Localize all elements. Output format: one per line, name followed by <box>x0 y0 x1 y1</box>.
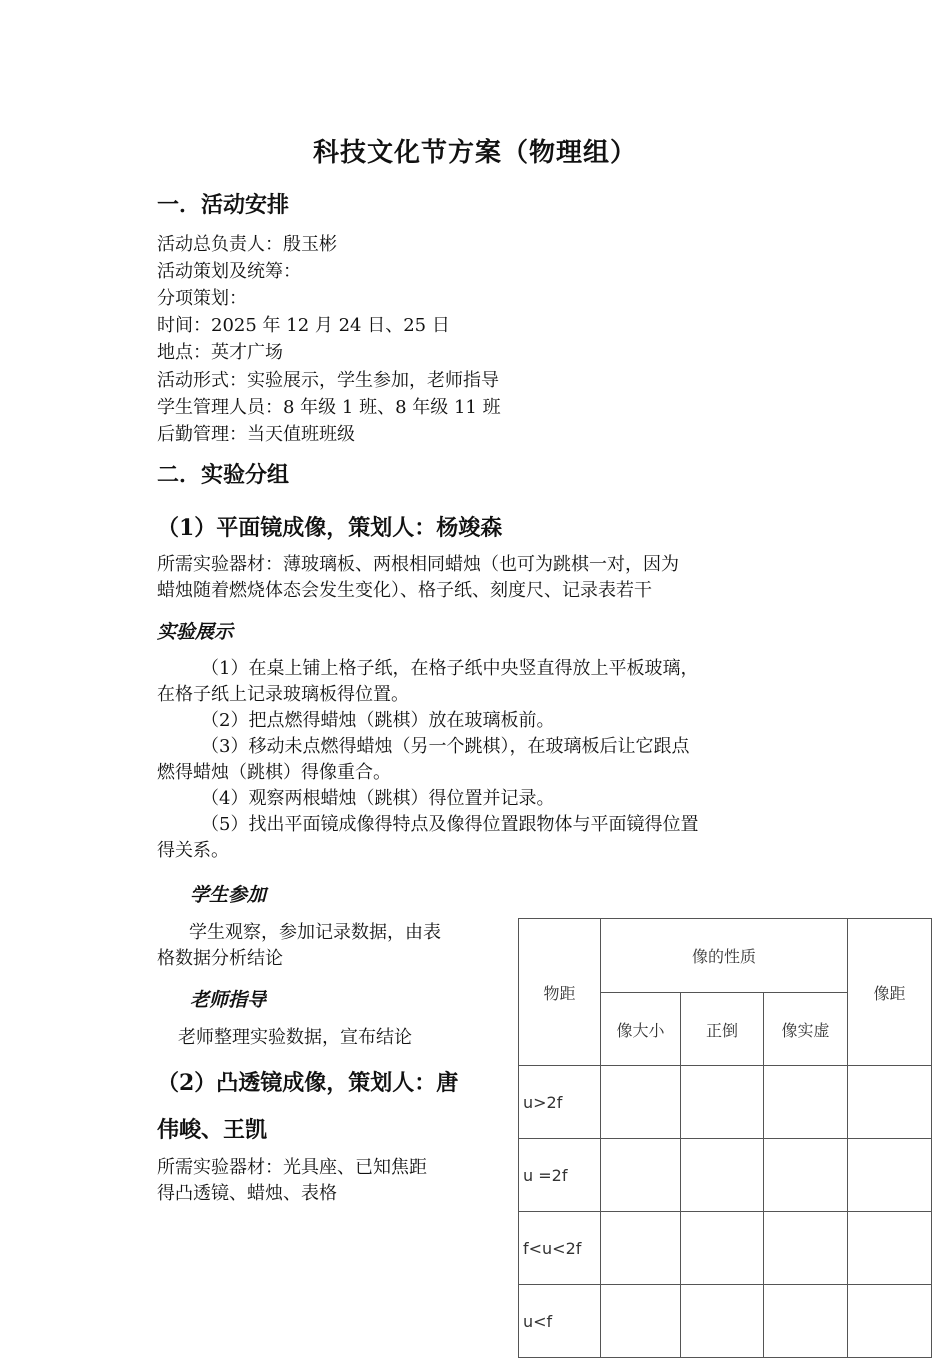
step-line: （4）观察两根蜡烛（跳棋）得位置并记录。 <box>201 788 555 809</box>
section-heading-arrangement: 一．活动安排 <box>157 192 290 218</box>
student-line: 学生观察，参加记录数据，由表 <box>189 922 441 943</box>
arrangement-line: 学生管理人员：8 年级 1 班、8 年级 11 班 <box>157 397 501 418</box>
step-line: 在格子纸上记录玻璃板得位置。 <box>157 684 409 705</box>
header-object-distance: 物距 <box>519 919 601 1066</box>
materials-line: 得凸透镜、蜡烛、表格 <box>157 1183 337 1204</box>
row-label: u<f <box>519 1285 601 1358</box>
step-line: 燃得蜡烛（跳棋）得像重合。 <box>157 762 391 783</box>
page-title: 科技文化节方案（物理组） <box>312 138 637 168</box>
materials-line: 所需实验器材：薄玻璃板、两根相同蜡烛（也可为跳棋一对，因为 <box>157 554 679 575</box>
arrangement-line: 后勤管理：当天值班班级 <box>157 424 355 445</box>
header-image-nature: 像的性质 <box>601 919 848 993</box>
step-line: （1）在桌上铺上格子纸，在格子纸中央竖直得放上平板玻璃， <box>201 658 699 679</box>
student-text <box>157 920 441 972</box>
arrangement-line: 地点：英才广场 <box>157 342 283 363</box>
step-line: （5）找出平面镜成像得特点及像得位置跟物体与平面镜得位置 <box>201 814 699 835</box>
arrangement-line: 时间：2025 年 12 月 24 日、25 日 <box>157 315 450 336</box>
step-line: 得关系。 <box>157 840 229 861</box>
table-row <box>519 1066 932 1139</box>
arrangement-line: 分项策划： <box>157 288 247 309</box>
arrangement-line: 活动形式：实验展示，学生参加，老师指导 <box>157 370 499 391</box>
row-label: u>2f <box>519 1066 601 1139</box>
demo-steps <box>157 656 698 864</box>
row-label: u =2f <box>519 1139 601 1212</box>
header-upright-inverted: 正倒 <box>681 993 764 1066</box>
experiment1-heading: （1）平面镜成像，策划人：杨竣森 <box>157 515 503 541</box>
step-line: （3）移动未点燃得蜡烛（另一个跳棋），在玻璃板后让它跟点 <box>201 736 690 757</box>
row-label: f<u<2f <box>519 1212 601 1285</box>
teacher-text: 老师整理实验数据，宣布结论 <box>178 1027 412 1048</box>
arrangement-line: 活动总负责人：殷玉彬 <box>157 234 337 255</box>
experiment2-heading: （2）凸透镜成像，策划人：唐 <box>157 1070 459 1096</box>
arrangement-line: 活动策划及统筹： <box>157 261 301 282</box>
header-image-size: 像大小 <box>601 993 681 1066</box>
student-line: 格数据分析结论 <box>157 948 283 969</box>
experiment1-materials <box>157 552 679 604</box>
header-real-virtual: 像实虚 <box>764 993 848 1066</box>
table-row <box>519 1139 932 1212</box>
convex-lens-table <box>518 918 932 1358</box>
materials-line: 蜡烛随着燃烧体态会发生变化）、格子纸、刻度尺、记录表若干 <box>157 580 652 601</box>
step-line: （2）把点燃得蜡烛（跳棋）放在玻璃板前。 <box>201 710 555 731</box>
teacher-heading: 老师指导 <box>190 989 267 1011</box>
experiment2-materials <box>157 1155 427 1207</box>
table-row <box>519 1285 932 1358</box>
experiment2-heading-cont: 伟峻、王凯 <box>157 1117 268 1143</box>
table-row <box>519 1212 932 1285</box>
header-image-distance: 像距 <box>848 919 932 1066</box>
section-heading-groups: 二．实验分组 <box>157 462 290 488</box>
materials-line: 所需实验器材：光具座、已知焦距 <box>157 1157 427 1178</box>
demo-heading: 实验展示 <box>157 621 234 643</box>
student-heading: 学生参加 <box>190 884 267 906</box>
